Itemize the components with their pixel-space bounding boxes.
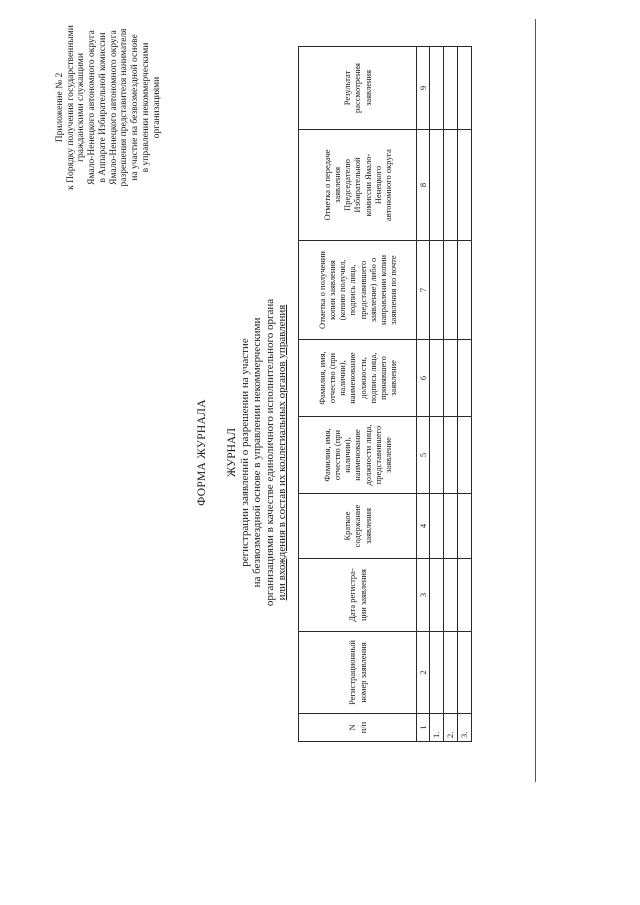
table-cell [430, 130, 444, 241]
journal-subtitle-line: или вхождения в состав их коллегиальных органов управления [275, 304, 288, 601]
table-cell [430, 241, 444, 340]
column-header: Отметка о получении копии заявления (копию получил, подпись лица, представившего заявление) либо о направлении копии заявления по почте [299, 241, 417, 340]
appendix-line: организациями [151, 76, 162, 139]
column-number: 9 [417, 47, 430, 130]
table-cell [430, 632, 444, 714]
table-cell [444, 130, 458, 241]
column-number: 1 [417, 714, 430, 742]
table-row [444, 47, 458, 742]
table-cell [444, 241, 458, 340]
table-cell [458, 632, 472, 714]
appendix-line: разрешения представителя нанимателя [119, 28, 130, 187]
column-number: 2 [417, 632, 430, 714]
table-cell [458, 130, 472, 241]
row-number: 2. [444, 714, 458, 742]
column-number: 5 [417, 417, 430, 494]
table-row [458, 47, 472, 742]
appendix-line: Ямало-Ненецкого автономного округа [87, 30, 98, 185]
table-cell [458, 417, 472, 494]
row-number: 3. [458, 714, 472, 742]
table-cell [444, 47, 458, 130]
table-cell [458, 494, 472, 559]
row-number: 1. [430, 714, 444, 742]
table-cell [444, 559, 458, 632]
table-cell [444, 417, 458, 494]
table-cell [444, 494, 458, 559]
column-number: 3 [417, 559, 430, 632]
appendix-line: в управлении некоммерческими [140, 42, 151, 173]
journal-heading [226, 0, 288, 905]
table-cell [430, 559, 444, 632]
table-cell [430, 417, 444, 494]
column-header: Краткое содержание заявления [299, 494, 417, 559]
journal-subtitle-line: регистрации заявлений о разрешении на участие [238, 338, 251, 567]
table-cell [458, 559, 472, 632]
column-header: N п/п [299, 714, 417, 742]
table-cell [458, 241, 472, 340]
footer-divider-line [535, 19, 536, 782]
table-cell [444, 632, 458, 714]
appendix-line: на участие на безвозмездной основе [130, 34, 141, 181]
column-header: Фамилия, имя, отчество (при наличии), наименование должности, подпись лица, принявшего заявление [299, 340, 417, 417]
table-cell [444, 340, 458, 417]
column-header: Дата регистра- ции заявления [299, 559, 417, 632]
table-cell [458, 47, 472, 130]
appendix-line: в Аппарате Избирательной комиссии [97, 32, 108, 183]
appendix-line: гражданскими служащими [76, 53, 87, 162]
form-title: ФОРМА ЖУРНАЛА [196, 399, 208, 506]
header-row [299, 47, 417, 742]
column-number-row [417, 47, 430, 742]
journal-subtitle-line: организациями в качестве единоличного исполнительного органа [263, 298, 276, 607]
table-cell [430, 494, 444, 559]
table-cell [430, 47, 444, 130]
appendix-line: Ямало-Ненецкого автономного округа [108, 30, 119, 185]
journal-subtitle-line: на безвозмездной основе в управлении некоммерческими [251, 317, 264, 588]
column-header: Отметка о передаче заявления Председателю Избирательной комиссии Ямало- Ненецкого автономного округа [299, 130, 417, 241]
appendix-line: к Порядку получения государственными [65, 25, 76, 190]
table-cell [458, 340, 472, 417]
column-header: Регистрационный номер заявления [299, 632, 417, 714]
appendix-line: Приложение № 2 [55, 72, 65, 143]
table-cell [430, 340, 444, 417]
column-header: Результат рассмотрения заявления [299, 47, 417, 130]
column-number: 7 [417, 241, 430, 340]
column-number: 4 [417, 494, 430, 559]
column-number: 6 [417, 340, 430, 417]
appendix-reference-block [55, 0, 162, 215]
column-number: 8 [417, 130, 430, 241]
registration-journal-table [298, 46, 472, 742]
journal-title: ЖУРНАЛ [226, 427, 238, 478]
table-row [430, 47, 444, 742]
column-header: Фамилия, имя, отчество (при наличии), наименование должности лица, представившего заявление [299, 417, 417, 494]
